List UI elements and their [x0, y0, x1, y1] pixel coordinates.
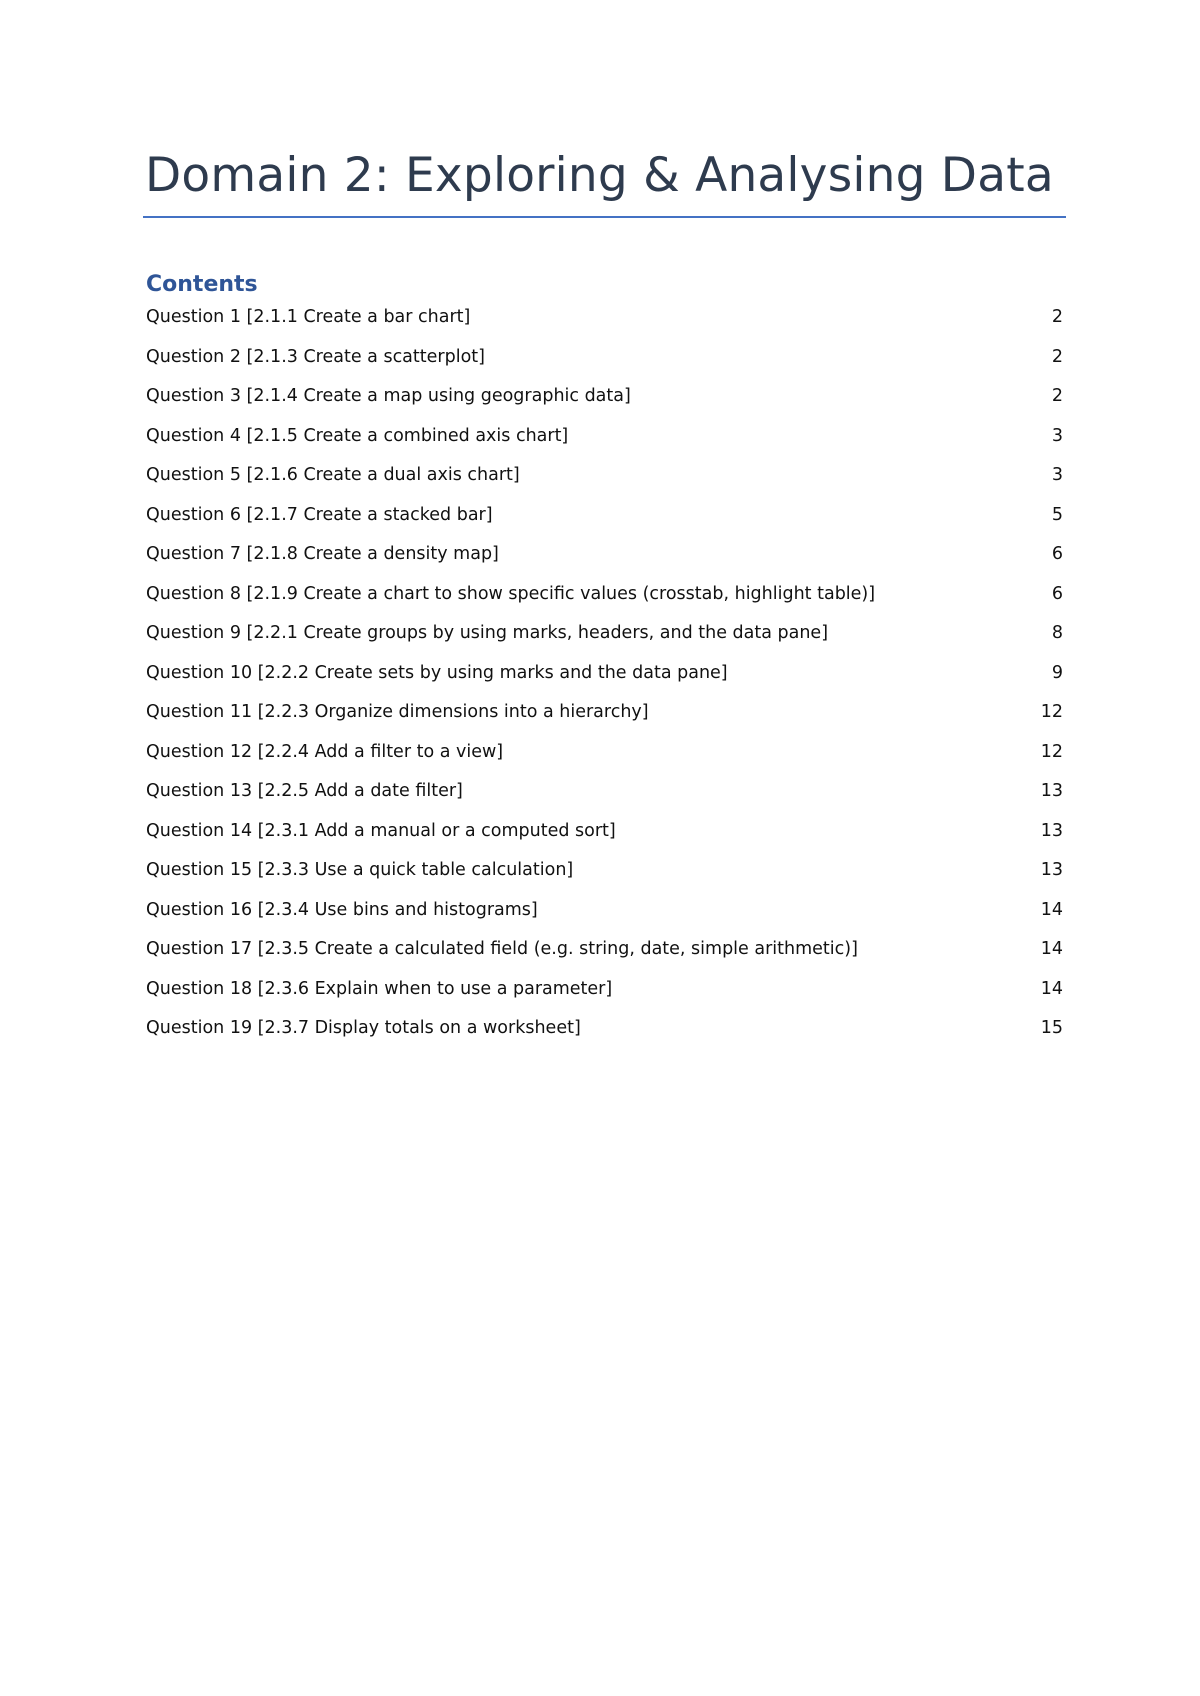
toc-entry-page-number[interactable]: 2 [1051, 346, 1063, 367]
toc-entry-page-number[interactable]: 13 [1040, 860, 1063, 880]
toc-entry-label[interactable]: Question 3 [2.1.4 Create a map using geographic data] [146, 386, 631, 406]
toc-entry[interactable] [146, 939, 1063, 979]
toc-entry[interactable] [146, 386, 1063, 426]
table-of-contents [146, 307, 1063, 1058]
toc-entry-label[interactable]: Question 6 [2.1.7 Create a stacked bar] [146, 504, 493, 525]
toc-entry-label[interactable]: Question 1 [2.1.1 Create a bar chart] [146, 307, 471, 327]
toc-entry-label[interactable]: Question 14 [2.3.1 Add a manual or a computed sort] [146, 820, 616, 841]
toc-entry-label[interactable]: Question 9 [2.2.1 Create groups by using marks, headers, and the data pane] [146, 623, 829, 643]
toc-entry-page-number[interactable]: 9 [1051, 662, 1063, 683]
page-title: Domain 2: Exploring & Analysing Data [145, 148, 1054, 203]
toc-entry-page-number[interactable]: 13 [1040, 820, 1063, 841]
toc-entry[interactable] [146, 742, 1063, 782]
toc-entry-page-number[interactable]: 2 [1051, 386, 1063, 406]
toc-entry-label[interactable]: Question 19 [2.3.7 Display totals on a worksheet] [146, 1018, 581, 1038]
toc-entry-page-number[interactable]: 2 [1051, 307, 1063, 327]
toc-entry-page-number[interactable]: 8 [1051, 623, 1063, 643]
toc-entry-label[interactable]: Question 7 [2.1.8 Create a density map] [146, 544, 499, 564]
toc-entry-page-number[interactable]: 6 [1051, 583, 1063, 604]
toc-entry[interactable] [146, 426, 1063, 466]
toc-entry-page-number[interactable]: 13 [1040, 781, 1063, 801]
toc-entry[interactable] [146, 860, 1063, 900]
toc-entry[interactable] [146, 702, 1063, 742]
toc-entry-page-number[interactable]: 15 [1040, 1018, 1063, 1038]
toc-entry[interactable] [146, 465, 1063, 505]
toc-entry-page-number[interactable]: 6 [1051, 544, 1063, 564]
toc-entry-page-number[interactable]: 3 [1051, 425, 1063, 446]
toc-entry-label[interactable]: Question 12 [2.2.4 Add a filter to a view] [146, 741, 504, 762]
toc-entry-label[interactable]: Question 17 [2.3.5 Create a calculated field (e.g. string, date, simple arithmetic)] [146, 939, 858, 959]
toc-entry-label[interactable]: Question 8 [2.1.9 Create a chart to show specific values (crosstab, highlight table)] [146, 583, 876, 604]
toc-entry[interactable] [146, 505, 1063, 545]
toc-entry-page-number[interactable]: 14 [1040, 899, 1063, 920]
toc-entry[interactable] [146, 584, 1063, 624]
contents-heading: Contents [146, 272, 258, 297]
toc-entry[interactable] [146, 1018, 1063, 1058]
title-underline [143, 216, 1066, 218]
toc-entry-page-number[interactable]: 14 [1040, 939, 1063, 959]
toc-entry[interactable] [146, 544, 1063, 584]
toc-entry-label[interactable]: Question 18 [2.3.6 Explain when to use a parameter] [146, 978, 613, 999]
toc-entry[interactable] [146, 900, 1063, 940]
toc-entry[interactable] [146, 307, 1063, 347]
toc-entry-page-number[interactable]: 3 [1051, 465, 1063, 485]
toc-entry-label[interactable]: Question 5 [2.1.6 Create a dual axis chart] [146, 465, 520, 485]
toc-entry-label[interactable]: Question 10 [2.2.2 Create sets by using marks and the data pane] [146, 662, 728, 683]
toc-entry[interactable] [146, 347, 1063, 387]
toc-entry-page-number[interactable]: 12 [1040, 741, 1063, 762]
toc-entry-page-number[interactable]: 5 [1051, 504, 1063, 525]
toc-entry[interactable] [146, 979, 1063, 1019]
toc-entry[interactable] [146, 781, 1063, 821]
toc-entry-page-number[interactable]: 14 [1040, 978, 1063, 999]
toc-entry-label[interactable]: Question 13 [2.2.5 Add a date filter] [146, 781, 463, 801]
toc-entry-label[interactable]: Question 15 [2.3.3 Use a quick table calculation] [146, 860, 574, 880]
toc-entry-page-number[interactable]: 12 [1040, 702, 1063, 722]
toc-entry-label[interactable]: Question 2 [2.1.3 Create a scatterplot] [146, 346, 485, 367]
toc-entry-label[interactable]: Question 4 [2.1.5 Create a combined axis chart] [146, 425, 569, 446]
toc-entry[interactable] [146, 623, 1063, 663]
toc-entry-label[interactable]: Question 11 [2.2.3 Organize dimensions into a hierarchy] [146, 702, 649, 722]
toc-entry-label[interactable]: Question 16 [2.3.4 Use bins and histograms] [146, 899, 538, 920]
toc-entry[interactable] [146, 663, 1063, 703]
toc-entry[interactable] [146, 821, 1063, 861]
